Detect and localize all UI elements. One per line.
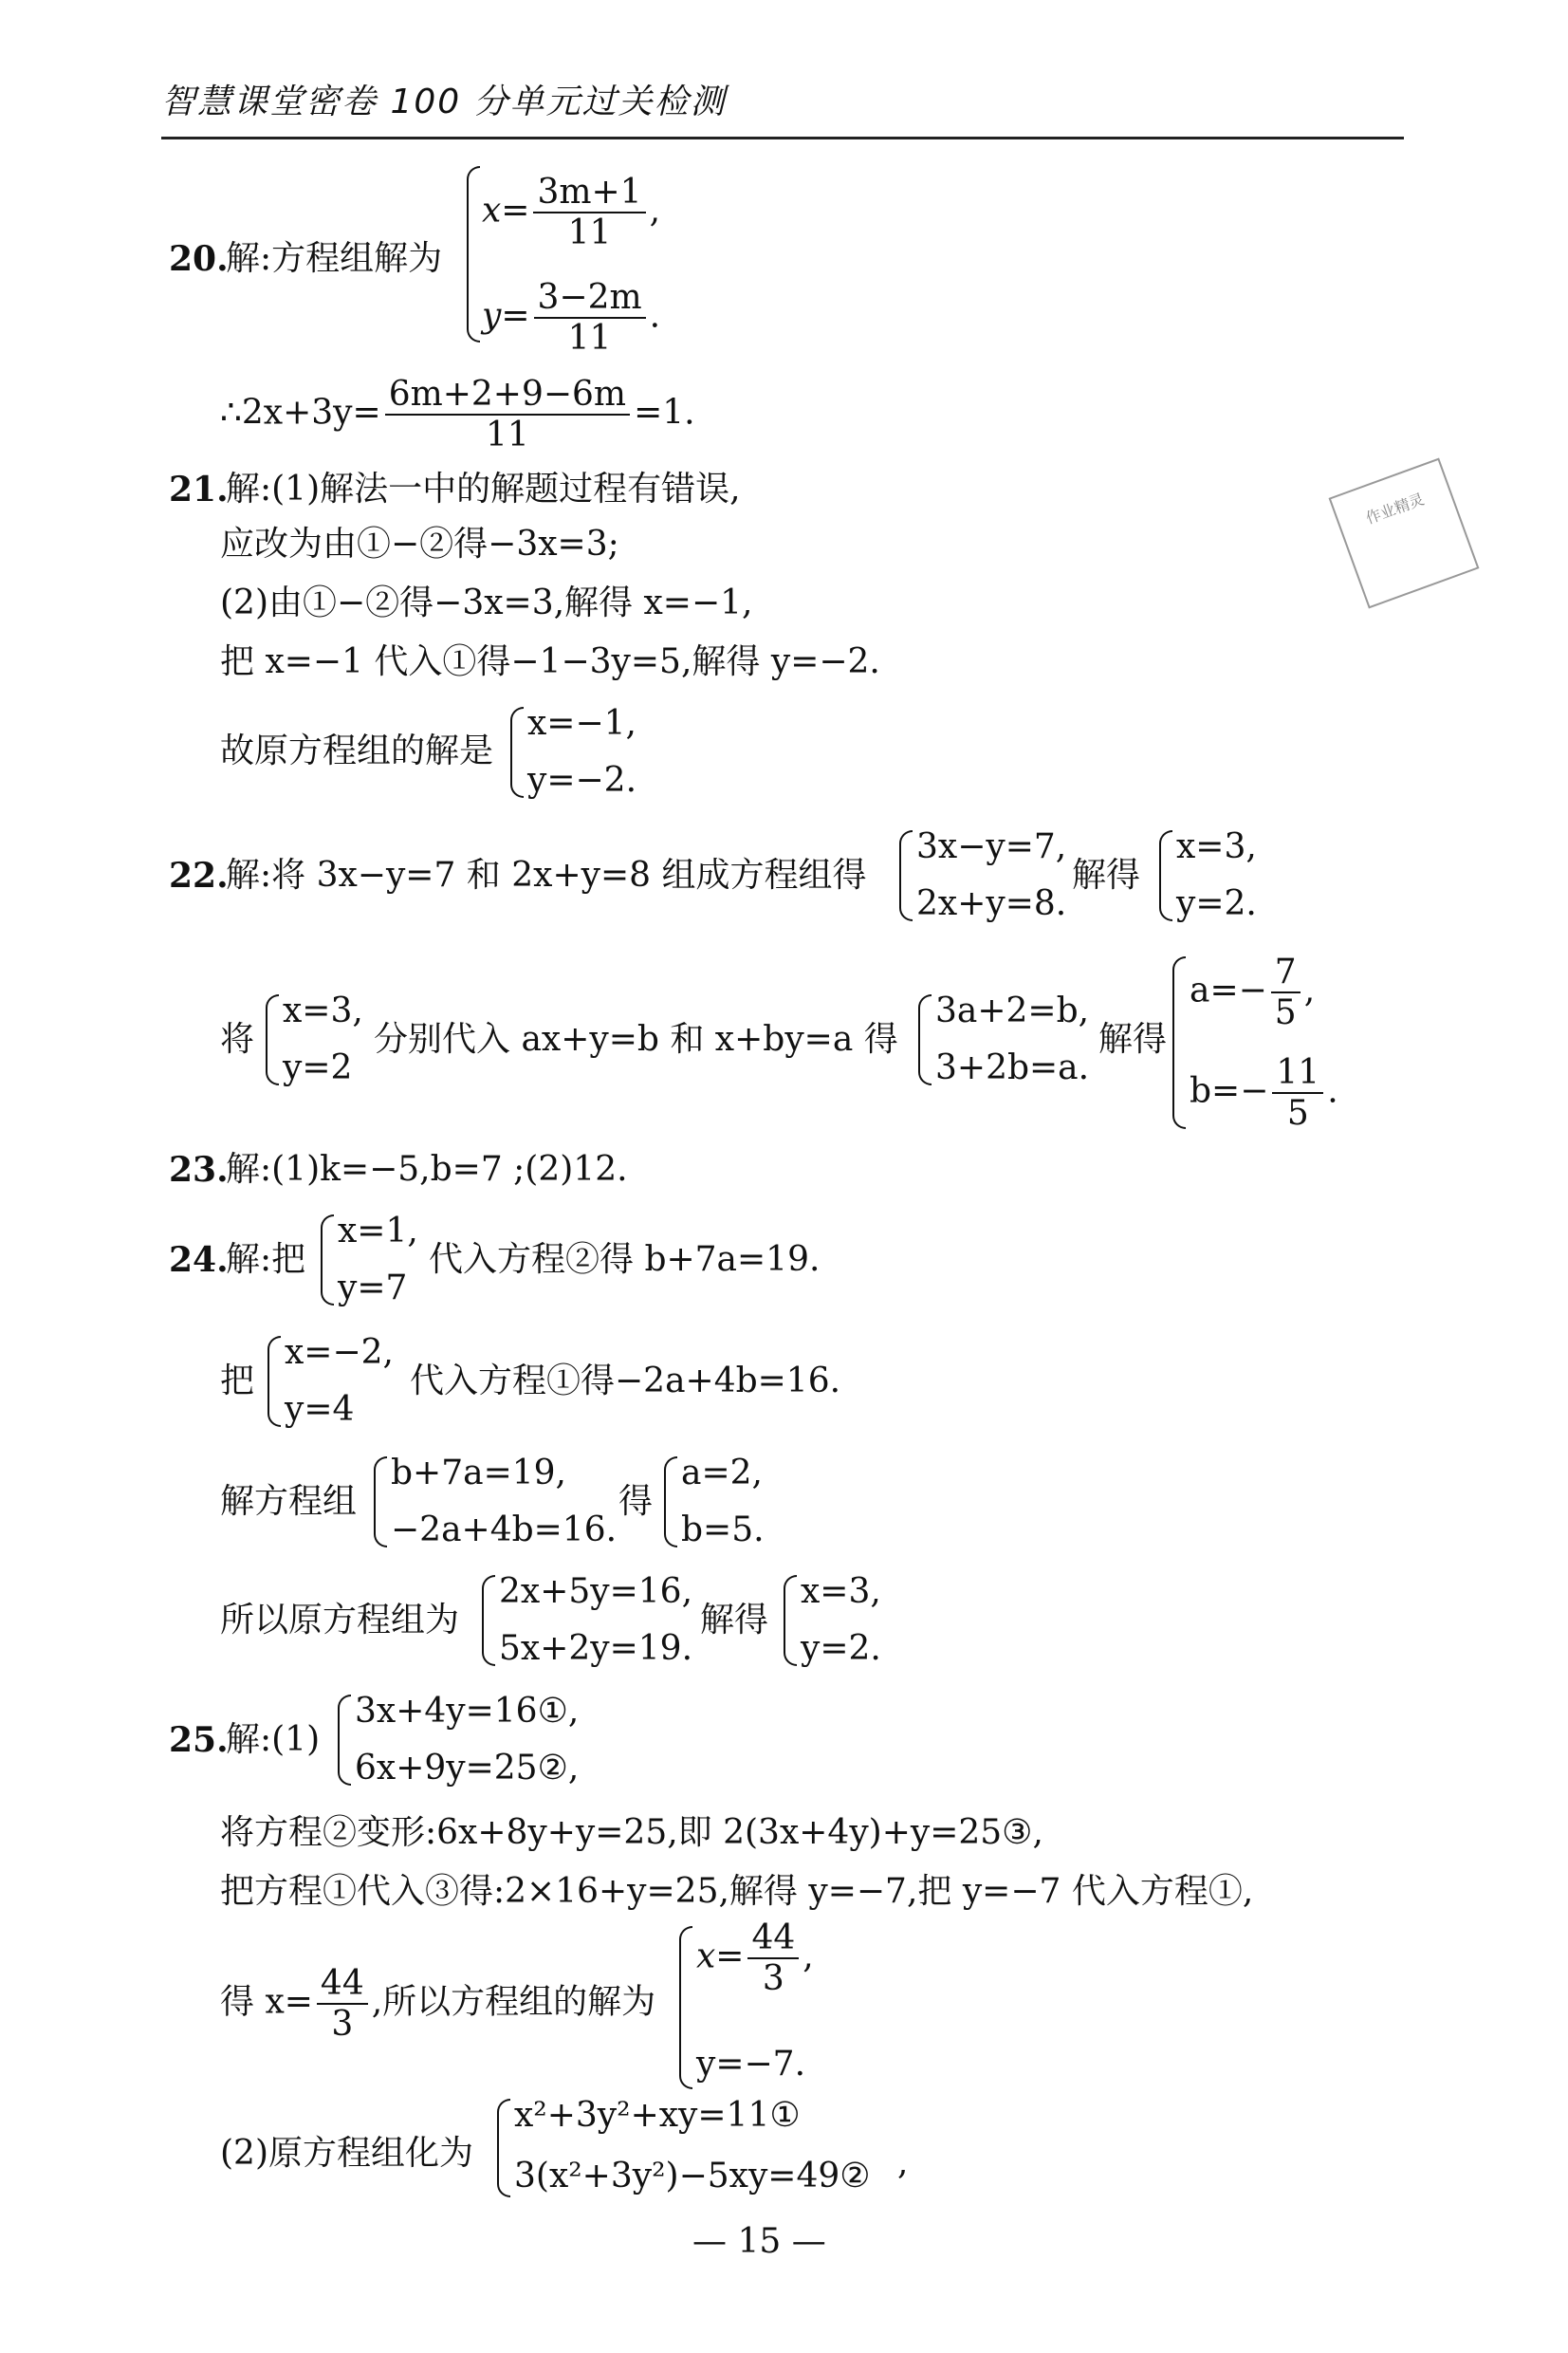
text-line: 解:(1) bbox=[226, 1720, 321, 1759]
problem-number: 23. bbox=[169, 1150, 229, 1190]
solution-y: y= $\frac{3-2m}{11}$ . bbox=[482, 278, 661, 359]
text-line: 把 x=−1 代入①得−1−3y=5,解得 y=−2. bbox=[220, 642, 880, 681]
sum-expression: ∴2x+3y= $\frac{6m+2+9-6m}{11}$ =1. bbox=[220, 375, 695, 455]
system-brace bbox=[1172, 956, 1186, 1129]
text-line: 得 x= $\frac{44}{3}$ ,所以方程组的解为 bbox=[220, 1964, 656, 2045]
system-brace bbox=[321, 1214, 334, 1306]
text-line: 解方程组 bbox=[220, 1482, 358, 1521]
equation: x=−2, bbox=[285, 1333, 394, 1372]
text-line: 代入方程①得−2a+4b=16. bbox=[410, 1362, 841, 1400]
fraction: $\frac{3-2m}{11}$ bbox=[534, 278, 646, 359]
text-line: 应改为由①−②得−3x=3; bbox=[220, 525, 619, 564]
problem-number: 24. bbox=[169, 1240, 229, 1280]
system-brace bbox=[899, 830, 913, 921]
fraction: $\frac{7}{5}$ bbox=[1271, 953, 1301, 1033]
solution-x: x=−1, bbox=[527, 704, 636, 743]
text-line: 解得 bbox=[1072, 856, 1141, 895]
equation: 6x+9y=25②, bbox=[355, 1749, 580, 1788]
solution-y: y=2. bbox=[801, 1629, 881, 1668]
solution-x: x=3, bbox=[801, 1572, 881, 1611]
text-line: , bbox=[897, 2143, 909, 2182]
system-brace bbox=[267, 1336, 281, 1427]
equation: 5x+2y=19. bbox=[499, 1629, 693, 1668]
system-brace bbox=[679, 1926, 692, 2089]
fraction: $\frac{3m+1}{11}$ bbox=[533, 173, 645, 253]
solution-x: x= $\frac{3m+1}{11}$ , bbox=[482, 173, 661, 253]
text-line: 所以原方程组为 bbox=[220, 1601, 460, 1640]
system-brace bbox=[266, 994, 279, 1085]
solution-y: y=−7. bbox=[696, 2045, 806, 2084]
equation: 2x+y=8. bbox=[916, 884, 1067, 923]
equation: y=2 bbox=[283, 1048, 353, 1087]
solution-a: a=− $\frac{7}{5}$ , bbox=[1190, 953, 1316, 1033]
system-brace bbox=[510, 707, 524, 798]
equation: y=4 bbox=[285, 1390, 355, 1429]
system-brace bbox=[374, 1456, 387, 1547]
problem-number: 25. bbox=[169, 1720, 229, 1760]
text-line: 得 bbox=[618, 1482, 654, 1521]
equation: 3x−y=7, bbox=[916, 827, 1067, 866]
fraction: $\frac{44}{3}$ bbox=[747, 1918, 799, 1999]
watermark-stamp: 作业精灵 bbox=[1329, 458, 1480, 609]
text-line: 分别代入 ax+y=b 和 x+by=a 得 bbox=[374, 1020, 898, 1059]
text-line: 解得 bbox=[1098, 1020, 1168, 1059]
fraction: $\frac{11}{5}$ bbox=[1272, 1053, 1323, 1134]
equation: x²+3y²+xy=11① bbox=[514, 2096, 801, 2135]
text-line: (2)由①−②得−3x=3,解得 x=−1, bbox=[220, 584, 753, 622]
text-line: 解:(1)解法一中的解题过程有错误, bbox=[226, 470, 741, 509]
page-header: 智慧课堂密卷 100 分单元过关检测 bbox=[161, 83, 727, 121]
equation: 3x+4y=16①, bbox=[355, 1692, 580, 1731]
equation: 3a+2=b, bbox=[935, 991, 1090, 1030]
equation: 2x+5y=16, bbox=[499, 1572, 693, 1611]
equation: 3(x²+3y²)−5xy=49② bbox=[514, 2157, 871, 2196]
text-line: (2)原方程组化为 bbox=[220, 2134, 473, 2173]
text-line: 解:把 bbox=[226, 1240, 306, 1279]
text-line: 把 bbox=[220, 1362, 255, 1400]
equation: b+7a=19, bbox=[391, 1454, 566, 1492]
solution-b: b=5. bbox=[681, 1510, 765, 1549]
equation: −2a+4b=16. bbox=[391, 1510, 618, 1549]
system-brace bbox=[1159, 830, 1172, 921]
equation: 3+2b=a. bbox=[935, 1048, 1090, 1087]
header-rule bbox=[161, 137, 1404, 139]
solution-x: x= $\frac{44}{3}$ , bbox=[696, 1918, 814, 1999]
solution-x: x=3, bbox=[1176, 827, 1257, 866]
system-brace bbox=[918, 994, 932, 1085]
system-brace bbox=[467, 166, 480, 343]
text-line: 代入方程②得 b+7a=19. bbox=[429, 1240, 821, 1279]
solution-b: b=− $\frac{11}{5}$ . bbox=[1190, 1053, 1338, 1134]
text-line: 将方程②变形:6x+8y+y=25,即 2(3x+4y)+y=25③, bbox=[220, 1813, 1043, 1852]
system-brace bbox=[664, 1456, 677, 1547]
solution-y: y=−2. bbox=[527, 761, 637, 800]
system-brace bbox=[497, 2099, 510, 2197]
fraction: $\frac{44}{3}$ bbox=[317, 1964, 368, 2045]
problem-text: 解:方程组解为 bbox=[226, 239, 443, 278]
text-line: 解得 bbox=[700, 1601, 769, 1640]
solution-a: a=2, bbox=[681, 1454, 763, 1492]
fraction: $\frac{6m+2+9-6m}{11}$ bbox=[385, 375, 630, 455]
problem-number: 22. bbox=[169, 856, 229, 896]
text-line: 解:将 3x−y=7 和 2x+y=8 组成方程组得 bbox=[226, 856, 867, 895]
equation: y=7 bbox=[338, 1269, 408, 1307]
page-number: — 15 — bbox=[692, 2222, 826, 2261]
solution-y: y=2. bbox=[1176, 884, 1257, 923]
text-line: 把方程①代入③得:2×16+y=25,解得 y=−7,把 y=−7 代入方程①, bbox=[220, 1872, 1254, 1911]
text-line: 故原方程组的解是 bbox=[220, 732, 494, 770]
system-brace bbox=[482, 1575, 495, 1666]
text-line: 解:(1)k=−5,b=7 ;(2)12. bbox=[226, 1150, 628, 1189]
equation: x=3, bbox=[283, 991, 363, 1030]
system-brace bbox=[338, 1695, 351, 1786]
system-brace bbox=[784, 1575, 797, 1666]
problem-number: 20. bbox=[169, 239, 229, 279]
problem-number: 21. bbox=[169, 470, 229, 510]
text-line: 将 bbox=[220, 1020, 255, 1059]
equation: x=1, bbox=[338, 1212, 418, 1251]
